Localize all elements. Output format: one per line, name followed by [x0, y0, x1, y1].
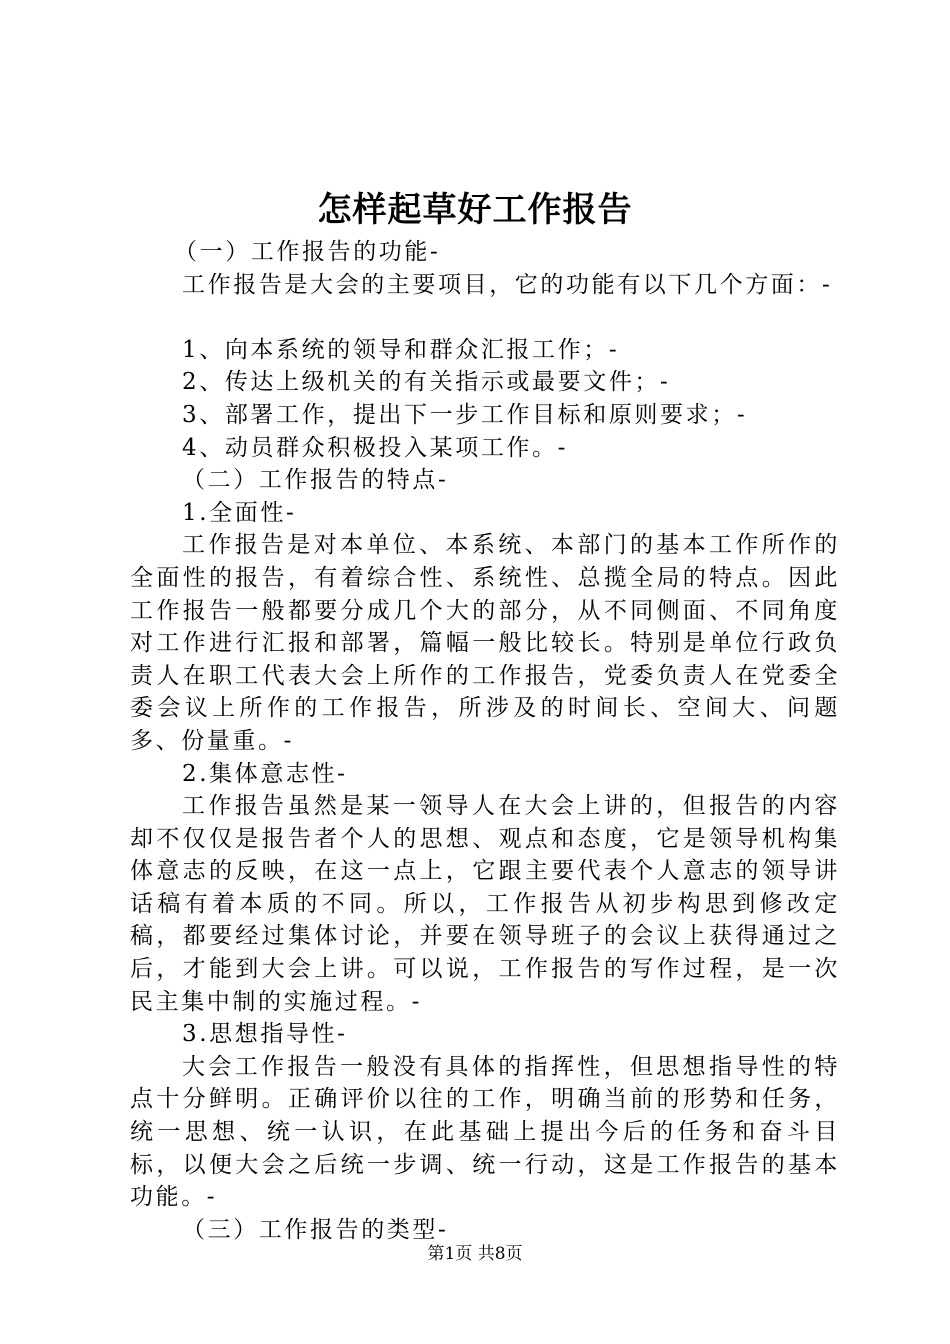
document-body	[130, 236, 840, 1246]
list-item: 4、动员群众积极投入某项工作。-	[182, 434, 569, 461]
subsection-heading: 3.思想指导性-	[182, 1021, 348, 1048]
document-title: 怎样起草好工作报告	[317, 190, 633, 230]
list-item: 1、向本系统的领导和群众汇报工作；-	[182, 336, 620, 363]
subsection-heading: 1.全面性-	[182, 499, 297, 526]
paragraph: 工作报告虽然是某一领导人在大会上讲的，但报告的内容却不仅仅是报告者个人的思想、观点和态度，它是领导机构集体意志的反映，在这一点上，它跟主要代表个人意志的领导讲话稿有着本质的不同。所以，工作报告从初步构思到修改定稿，都要经过集体讨论，并要在领导班子的会议上获得通过之后，才能到大会上讲。可以说，工作报告的写作过程，是一次民主集中制的实施过程。-	[130, 793, 840, 1015]
paragraph: 大会工作报告一般没有具体的指挥性，但思想指导性的特点十分鲜明。正确评价以往的工作，明确当前的形势和任务，统一思想、统一认识，在此基础上提出今后的任务和奋斗目标，以便大会之后统一步调、统一行动，这是工作报告的基本功能。-	[130, 1053, 840, 1211]
paragraph: 工作报告是对本单位、本系统、本部门的基本工作所作的全面性的报告，有着综合性、系统性、总揽全局的特点。因此工作报告一般都要分成几个大的部分，从不同侧面、不同角度对工作进行汇报和部署，篇幅一般比较长。特别是单位行政负责人在职工代表大会上所作的工作报告，党委负责人在党委全委会议上所作的工作报告，所涉及的时间长、空间大、问题多、份量重。-	[130, 532, 840, 754]
section-heading-1: （一）工作报告的功能-	[174, 239, 441, 265]
section-heading-3: （三）工作报告的类型-	[182, 1216, 449, 1243]
blank-line	[130, 301, 840, 334]
list-item: 3、部署工作，提出下一步工作目标和原则要求；-	[182, 401, 748, 428]
section-1-intro: 工作报告是大会的主要项目，它的功能有以下几个方面：-	[182, 271, 833, 298]
list-item: 2、传达上级机关的有关指示或最要文件；-	[182, 369, 671, 396]
section-heading-2: （二）工作报告的特点-	[182, 467, 449, 494]
subsection-heading: 2.集体意志性-	[182, 760, 348, 787]
page-footer: 第1页 共8页	[427, 1244, 523, 1264]
